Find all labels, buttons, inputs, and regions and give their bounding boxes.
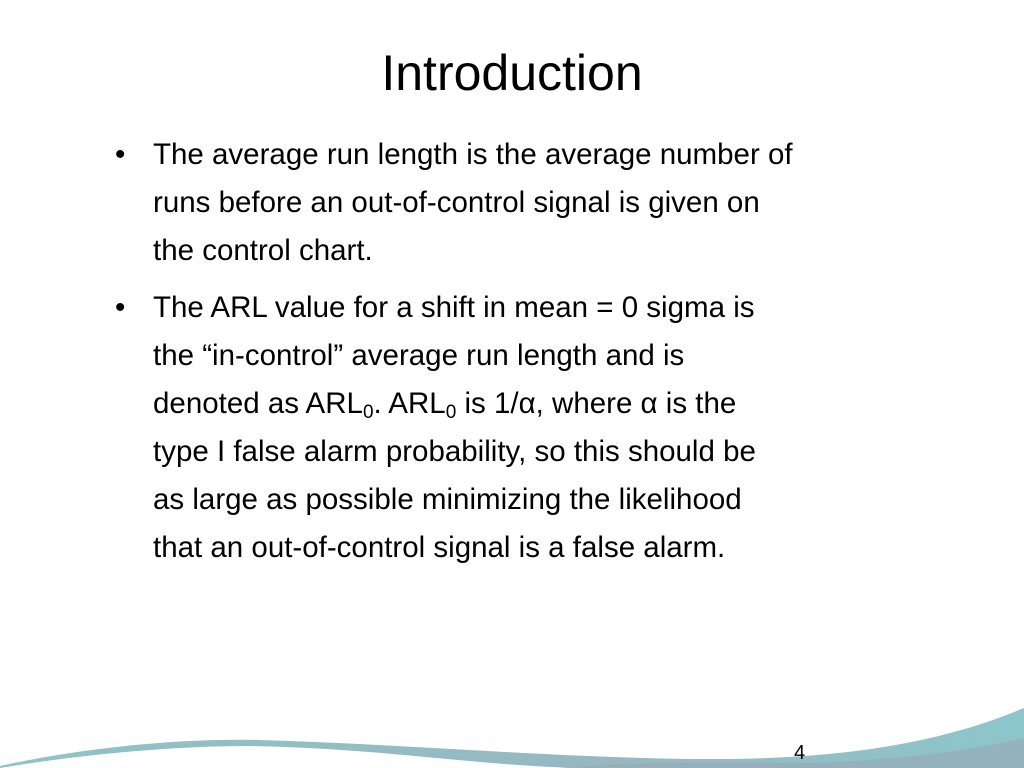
bullet-line: runs before an out-of-control signal is given on: [153, 186, 760, 219]
bullet-line: The average run length is the average number of: [153, 138, 793, 171]
bullet-icon: •: [115, 138, 126, 171]
page-number: 4: [794, 742, 806, 764]
text: is 1/α, where α is the: [456, 387, 737, 420]
text: denoted as ARL: [153, 387, 363, 420]
bullet-line: type I false alarm probability, so this should be: [153, 435, 756, 468]
bullet-line: [153, 380, 756, 428]
subscript: 0: [445, 402, 457, 423]
bullet-line: The ARL value for a shift in mean = 0 sigma is: [153, 291, 755, 324]
slide-title: Introduction: [381, 45, 643, 101]
bullet-line: the “in-control” average run length and is: [153, 339, 685, 372]
text: . ARL: [373, 387, 446, 420]
subscript: 0: [362, 402, 374, 423]
bullet-line: as large as possible minimizing the likelihood: [153, 483, 742, 516]
bullet-line: the control chart.: [153, 234, 373, 267]
bullet-icon: •: [115, 291, 126, 324]
bullet-line: that an out-of-control signal is a false alarm.: [153, 531, 726, 564]
decorative-wave: [0, 708, 1024, 768]
